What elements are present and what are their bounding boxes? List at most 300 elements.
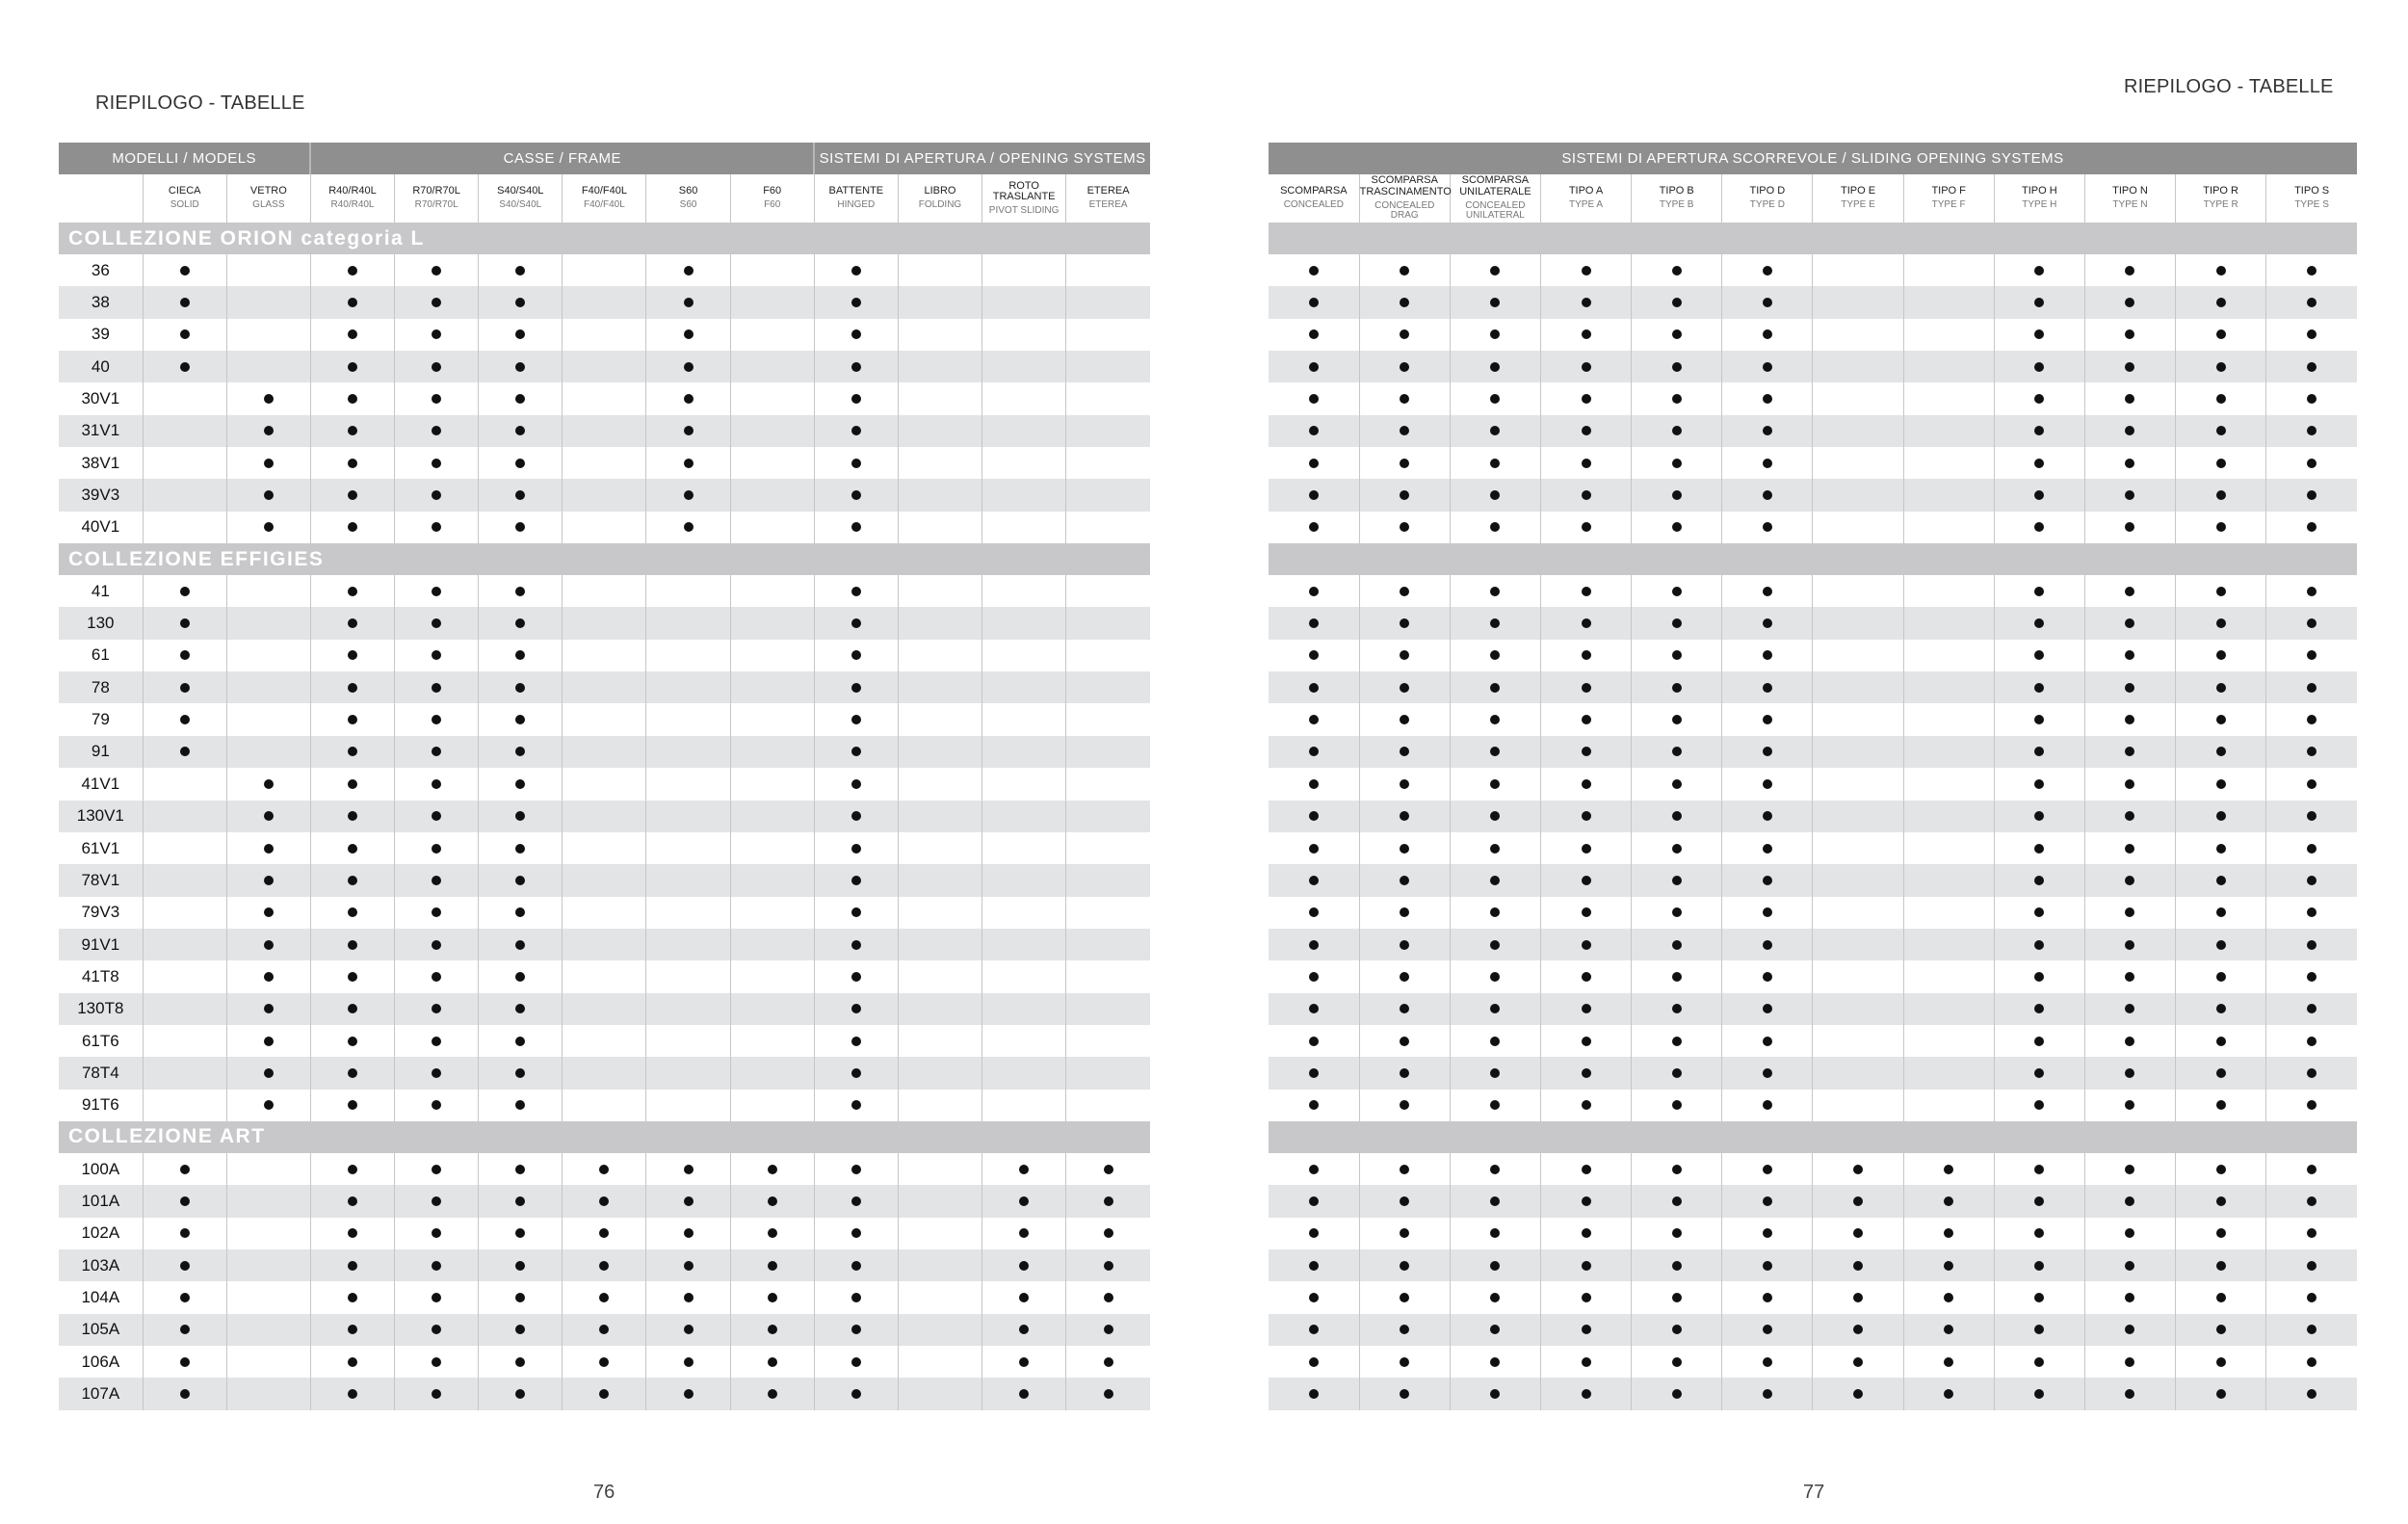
mark-cell <box>1066 415 1150 447</box>
availability-dot <box>348 844 357 854</box>
mark-cell <box>226 575 310 607</box>
mark-cell <box>982 993 1066 1025</box>
mark-cell <box>982 832 1066 864</box>
mark-cell <box>814 607 898 639</box>
mark-cell <box>395 1281 479 1313</box>
mark-cell <box>814 640 898 671</box>
mark-cell <box>646 254 730 286</box>
mark-cell <box>226 736 310 768</box>
availability-dot <box>2216 362 2226 372</box>
availability-dot <box>2307 459 2316 468</box>
mark-cell <box>898 351 982 382</box>
mark-cell <box>310 801 394 832</box>
column-header-4 <box>1632 174 1722 223</box>
mark-cell <box>479 929 563 960</box>
mark-cell <box>898 1281 982 1313</box>
mark-cell <box>2176 736 2266 768</box>
mark-cell <box>563 1249 646 1281</box>
mark-cell <box>143 286 226 318</box>
mark-cell <box>1813 512 1903 543</box>
mark-cell <box>479 1346 563 1378</box>
mark-cell <box>143 671 226 703</box>
availability-dot <box>1763 490 1772 500</box>
mark-cell <box>1540 671 1631 703</box>
mark-cell <box>1994 1314 2084 1346</box>
mark-cell <box>563 640 646 671</box>
mark-cell <box>479 993 563 1025</box>
availability-dot <box>515 1037 525 1046</box>
column-header-sublabel: GLASS <box>252 199 285 211</box>
mark-cell <box>730 960 814 992</box>
availability-dot <box>1763 1100 1772 1110</box>
column-header-label: S40/S40L <box>497 185 544 197</box>
availability-dot <box>1672 1037 1682 1046</box>
mark-cell <box>1359 864 1450 896</box>
mark-cell <box>1903 993 1994 1025</box>
mark-cell <box>2084 960 2175 992</box>
mark-cell <box>2084 479 2175 511</box>
mark-cell <box>1632 671 1722 703</box>
mark-cell <box>563 929 646 960</box>
mark-cell <box>1066 1185 1150 1217</box>
column-header-label: TIPO F <box>1931 185 1966 197</box>
column-header-label: TIPO A <box>1568 185 1604 197</box>
availability-dot <box>851 618 861 628</box>
model-name: 30V1 <box>81 389 120 408</box>
mark-cell <box>1994 1249 2084 1281</box>
column-header-sublabel: F60 <box>764 199 781 211</box>
availability-dot <box>348 1165 357 1174</box>
mark-cell <box>646 415 730 447</box>
mark-cell <box>143 512 226 543</box>
mark-cell <box>1066 1153 1150 1185</box>
mark-cell <box>814 671 898 703</box>
column-header-sublabel: CONCEALED DRAG <box>1374 199 1435 222</box>
mark-cell <box>143 1249 226 1281</box>
availability-dot <box>851 1389 861 1399</box>
mark-cell <box>226 286 310 318</box>
availability-dot <box>1309 459 1319 468</box>
table-row <box>1269 703 2357 735</box>
table-row <box>1269 479 2357 511</box>
mark-cell <box>226 1218 310 1249</box>
right-page-number: 77 <box>1803 1482 1825 1503</box>
mark-cell <box>2084 319 2175 351</box>
table-row <box>59 479 1150 511</box>
column-header-label: TIPO H <box>2021 185 2057 197</box>
availability-dot <box>2307 394 2316 404</box>
mark-cell <box>1540 832 1631 864</box>
availability-dot <box>851 972 861 982</box>
mark-cell <box>1359 1218 1450 1249</box>
availability-dot <box>684 266 694 276</box>
availability-dot <box>1400 715 1409 724</box>
mark-cell <box>563 736 646 768</box>
availability-dot <box>180 1228 190 1238</box>
mark-cell <box>2266 1090 2357 1121</box>
mark-cell <box>226 1314 310 1346</box>
table-row <box>1269 929 2357 960</box>
availability-dot <box>432 266 441 276</box>
mark-cell <box>395 319 479 351</box>
mark-cell <box>1359 832 1450 864</box>
mark-cell <box>1269 960 1359 992</box>
availability-dot <box>1309 522 1319 532</box>
mark-cell <box>1903 1378 1994 1409</box>
table-row <box>1269 736 2357 768</box>
availability-dot <box>348 1293 357 1302</box>
availability-dot <box>1582 1357 1591 1367</box>
column-header-label: ROTO TRASLANTE <box>992 179 1056 203</box>
availability-dot <box>2034 811 2044 821</box>
availability-dot <box>1582 362 1591 372</box>
availability-dot <box>1490 1325 1500 1334</box>
table-row <box>59 1057 1150 1089</box>
mark-cell <box>2176 768 2266 800</box>
availability-dot <box>2216 650 2226 660</box>
availability-dot <box>432 587 441 596</box>
availability-dot <box>180 362 190 372</box>
model-name: 39V3 <box>59 479 143 511</box>
mark-cell <box>1450 351 1540 382</box>
mark-cell <box>1813 1057 1903 1089</box>
availability-dot <box>599 1357 609 1367</box>
mark-cell <box>1450 897 1540 929</box>
mark-cell <box>898 1218 982 1249</box>
availability-dot <box>1019 1357 1029 1367</box>
availability-dot <box>1763 876 1772 885</box>
availability-dot <box>2125 1100 2134 1110</box>
mark-cell <box>814 897 898 929</box>
table-row <box>59 254 1150 286</box>
table-row <box>59 1346 1150 1378</box>
mark-cell <box>479 640 563 671</box>
mark-cell <box>1269 1185 1359 1217</box>
mark-cell <box>1903 447 1994 479</box>
availability-dot <box>180 587 190 596</box>
mark-cell <box>563 832 646 864</box>
availability-dot <box>2307 907 2316 917</box>
availability-dot <box>851 844 861 854</box>
column-header-11 <box>2266 174 2357 223</box>
mark-cell <box>1903 1057 1994 1089</box>
right-group-header: SISTEMI DI APERTURA SCORREVOLE / SLIDING OPENING SYSTEMS <box>1269 143 2357 174</box>
availability-dot <box>1672 1228 1682 1238</box>
availability-dot <box>264 394 274 404</box>
mark-cell <box>2176 382 2266 414</box>
mark-cell <box>395 607 479 639</box>
mark-cell <box>1632 512 1722 543</box>
availability-dot <box>599 1228 609 1238</box>
availability-dot <box>1763 1037 1772 1046</box>
availability-dot <box>2307 972 2316 982</box>
mark-cell <box>310 993 394 1025</box>
availability-dot <box>1490 1165 1500 1174</box>
mark-cell <box>310 1218 394 1249</box>
mark-cell <box>1994 801 2084 832</box>
availability-dot <box>432 1068 441 1078</box>
availability-dot <box>2216 426 2226 435</box>
mark-cell <box>2176 286 2266 318</box>
left-column-header-row <box>59 174 1150 223</box>
table-row <box>1269 1057 2357 1089</box>
mark-cell <box>2266 960 2357 992</box>
availability-dot <box>1672 1004 1682 1013</box>
mark-cell <box>646 447 730 479</box>
availability-dot <box>515 426 525 435</box>
column-header-label: TIPO D <box>1749 185 1786 197</box>
mark-cell <box>1813 960 1903 992</box>
mark-cell <box>1359 640 1450 671</box>
availability-dot <box>599 1389 609 1399</box>
mark-cell <box>226 801 310 832</box>
availability-dot <box>432 811 441 821</box>
column-header-label: S60 <box>678 185 698 197</box>
mark-cell <box>1994 1057 2084 1089</box>
mark-cell <box>1813 1185 1903 1217</box>
mark-cell <box>730 671 814 703</box>
mark-cell <box>1994 640 2084 671</box>
mark-cell <box>1540 447 1631 479</box>
mark-cell <box>1540 286 1631 318</box>
mark-cell <box>226 640 310 671</box>
table-row <box>59 1281 1150 1313</box>
mark-cell <box>1903 768 1994 800</box>
availability-dot <box>2216 459 2226 468</box>
availability-dot <box>1490 1357 1500 1367</box>
availability-dot <box>851 522 861 532</box>
availability-dot <box>1944 1165 1953 1174</box>
column-header-label: TIPO R <box>2203 185 2238 197</box>
availability-dot <box>1672 1196 1682 1206</box>
column-header-label: R70/R70L <box>412 185 460 197</box>
availability-dot <box>1309 907 1319 917</box>
mark-cell <box>1632 1090 1722 1121</box>
mark-cell <box>646 929 730 960</box>
availability-dot <box>2216 1100 2226 1110</box>
availability-dot <box>180 715 190 724</box>
mark-cell <box>1450 801 1540 832</box>
mark-cell <box>1359 1153 1450 1185</box>
section-title: COLLEZIONE ORION categoria L <box>59 223 1150 254</box>
availability-dot <box>1490 972 1500 982</box>
availability-dot <box>1490 1004 1500 1013</box>
mark-cell <box>1269 1314 1359 1346</box>
availability-dot <box>2216 1357 2226 1367</box>
mark-cell <box>1632 447 1722 479</box>
mark-cell <box>2084 1378 2175 1409</box>
column-header-8 <box>730 174 814 223</box>
availability-dot <box>1400 1004 1409 1013</box>
mark-cell <box>1994 832 2084 864</box>
section-spacer <box>1269 1121 2357 1153</box>
table-row <box>59 415 1150 447</box>
mark-cell <box>2176 1218 2266 1249</box>
availability-dot <box>851 329 861 339</box>
mark-cell <box>1359 447 1450 479</box>
mark-cell <box>646 351 730 382</box>
mark-cell <box>2266 382 2357 414</box>
mark-cell <box>310 286 394 318</box>
availability-dot <box>2125 426 2134 435</box>
mark-cell <box>814 832 898 864</box>
availability-dot <box>1853 1389 1863 1399</box>
availability-dot <box>768 1261 777 1271</box>
availability-dot <box>1763 940 1772 950</box>
availability-dot <box>1763 1389 1772 1399</box>
model-name: 61 <box>91 645 110 665</box>
mark-cell <box>982 897 1066 929</box>
mark-cell <box>143 993 226 1025</box>
mark-cell <box>730 768 814 800</box>
mark-cell <box>2176 960 2266 992</box>
mark-cell <box>479 671 563 703</box>
availability-dot <box>2216 779 2226 789</box>
mark-cell <box>1813 703 1903 735</box>
table-row <box>59 1218 1150 1249</box>
column-header-sublabel: TYPE R <box>2203 199 2238 211</box>
mark-cell <box>310 479 394 511</box>
mark-cell <box>1269 1249 1359 1281</box>
availability-dot <box>2216 394 2226 404</box>
column-header-8 <box>1994 174 2084 223</box>
availability-dot <box>1672 715 1682 724</box>
mark-cell <box>2176 993 2266 1025</box>
mark-cell <box>646 1090 730 1121</box>
mark-cell <box>1722 319 1813 351</box>
mark-cell <box>814 1025 898 1057</box>
availability-dot <box>1672 362 1682 372</box>
mark-cell <box>1632 415 1722 447</box>
availability-dot <box>2307 650 2316 660</box>
mark-cell <box>814 447 898 479</box>
availability-dot <box>1582 811 1591 821</box>
availability-dot <box>2034 715 2044 724</box>
availability-dot <box>684 1196 694 1206</box>
availability-dot <box>1400 1389 1409 1399</box>
mark-cell <box>1066 768 1150 800</box>
availability-dot <box>1672 940 1682 950</box>
mark-cell <box>1540 1346 1631 1378</box>
mark-cell <box>395 801 479 832</box>
availability-dot <box>515 266 525 276</box>
availability-dot <box>180 650 190 660</box>
mark-cell <box>479 1153 563 1185</box>
availability-dot <box>2307 362 2316 372</box>
mark-cell <box>395 575 479 607</box>
availability-dot <box>515 1325 525 1334</box>
column-header-sublabel: S60 <box>679 199 697 211</box>
mark-cell <box>2266 479 2357 511</box>
mark-cell <box>2266 1153 2357 1185</box>
availability-dot <box>1582 1165 1591 1174</box>
availability-dot <box>264 811 274 821</box>
mark-cell <box>563 768 646 800</box>
availability-dot <box>2216 1293 2226 1302</box>
mark-cell <box>1994 1025 2084 1057</box>
mark-cell <box>563 1378 646 1409</box>
mark-cell <box>1540 897 1631 929</box>
mark-cell <box>143 1346 226 1378</box>
availability-dot <box>1944 1325 1953 1334</box>
mark-cell <box>143 575 226 607</box>
availability-dot <box>851 747 861 756</box>
table-row <box>59 1185 1150 1217</box>
model-name: 41T8 <box>81 966 119 985</box>
availability-dot <box>1672 587 1682 596</box>
mark-cell <box>982 1314 1066 1346</box>
mark-cell <box>730 929 814 960</box>
mark-cell <box>143 640 226 671</box>
mark-cell <box>1269 801 1359 832</box>
mark-cell <box>1450 703 1540 735</box>
availability-dot <box>1490 907 1500 917</box>
mark-cell <box>1359 286 1450 318</box>
availability-dot <box>1309 683 1319 693</box>
mark-cell <box>479 479 563 511</box>
mark-cell <box>1722 447 1813 479</box>
mark-cell <box>1066 1057 1150 1089</box>
availability-dot <box>1490 522 1500 532</box>
availability-dot <box>348 779 357 789</box>
availability-dot <box>2125 1261 2134 1271</box>
availability-dot <box>851 1293 861 1302</box>
table-row <box>59 736 1150 768</box>
mark-cell <box>1813 1153 1903 1185</box>
availability-dot <box>2307 1357 2316 1367</box>
mark-cell <box>898 993 982 1025</box>
mark-cell <box>1359 254 1450 286</box>
mark-cell <box>2266 1346 2357 1378</box>
availability-dot <box>2307 1004 2316 1013</box>
mark-cell <box>2266 1281 2357 1313</box>
availability-dot <box>515 1100 525 1110</box>
mark-cell <box>1632 640 1722 671</box>
column-header-label: LIBRO <box>924 185 956 197</box>
availability-dot <box>1019 1228 1029 1238</box>
availability-dot <box>348 972 357 982</box>
mark-cell <box>646 671 730 703</box>
mark-cell <box>646 512 730 543</box>
column-header-sublabel: CONCEALED <box>1283 199 1344 211</box>
availability-dot <box>2034 844 2044 854</box>
table-row <box>1269 1218 2357 1249</box>
column-header-5 <box>1722 174 1813 223</box>
mark-cell <box>1359 607 1450 639</box>
availability-dot <box>1104 1261 1113 1271</box>
availability-dot <box>264 1037 274 1046</box>
mark-cell <box>143 960 226 992</box>
mark-cell <box>2084 512 2175 543</box>
section-row <box>1269 543 2357 575</box>
mark-cell <box>143 1025 226 1057</box>
mark-cell <box>395 1218 479 1249</box>
column-header-9 <box>814 174 898 223</box>
mark-cell <box>479 768 563 800</box>
availability-dot <box>1309 747 1319 756</box>
mark-cell <box>395 1249 479 1281</box>
availability-dot <box>515 683 525 693</box>
availability-dot <box>2307 683 2316 693</box>
mark-cell <box>2266 447 2357 479</box>
availability-dot <box>1582 876 1591 885</box>
table-row <box>59 993 1150 1025</box>
availability-dot <box>2216 940 2226 950</box>
mark-cell <box>2084 736 2175 768</box>
mark-cell <box>1632 607 1722 639</box>
mark-cell <box>1813 993 1903 1025</box>
mark-cell <box>646 960 730 992</box>
